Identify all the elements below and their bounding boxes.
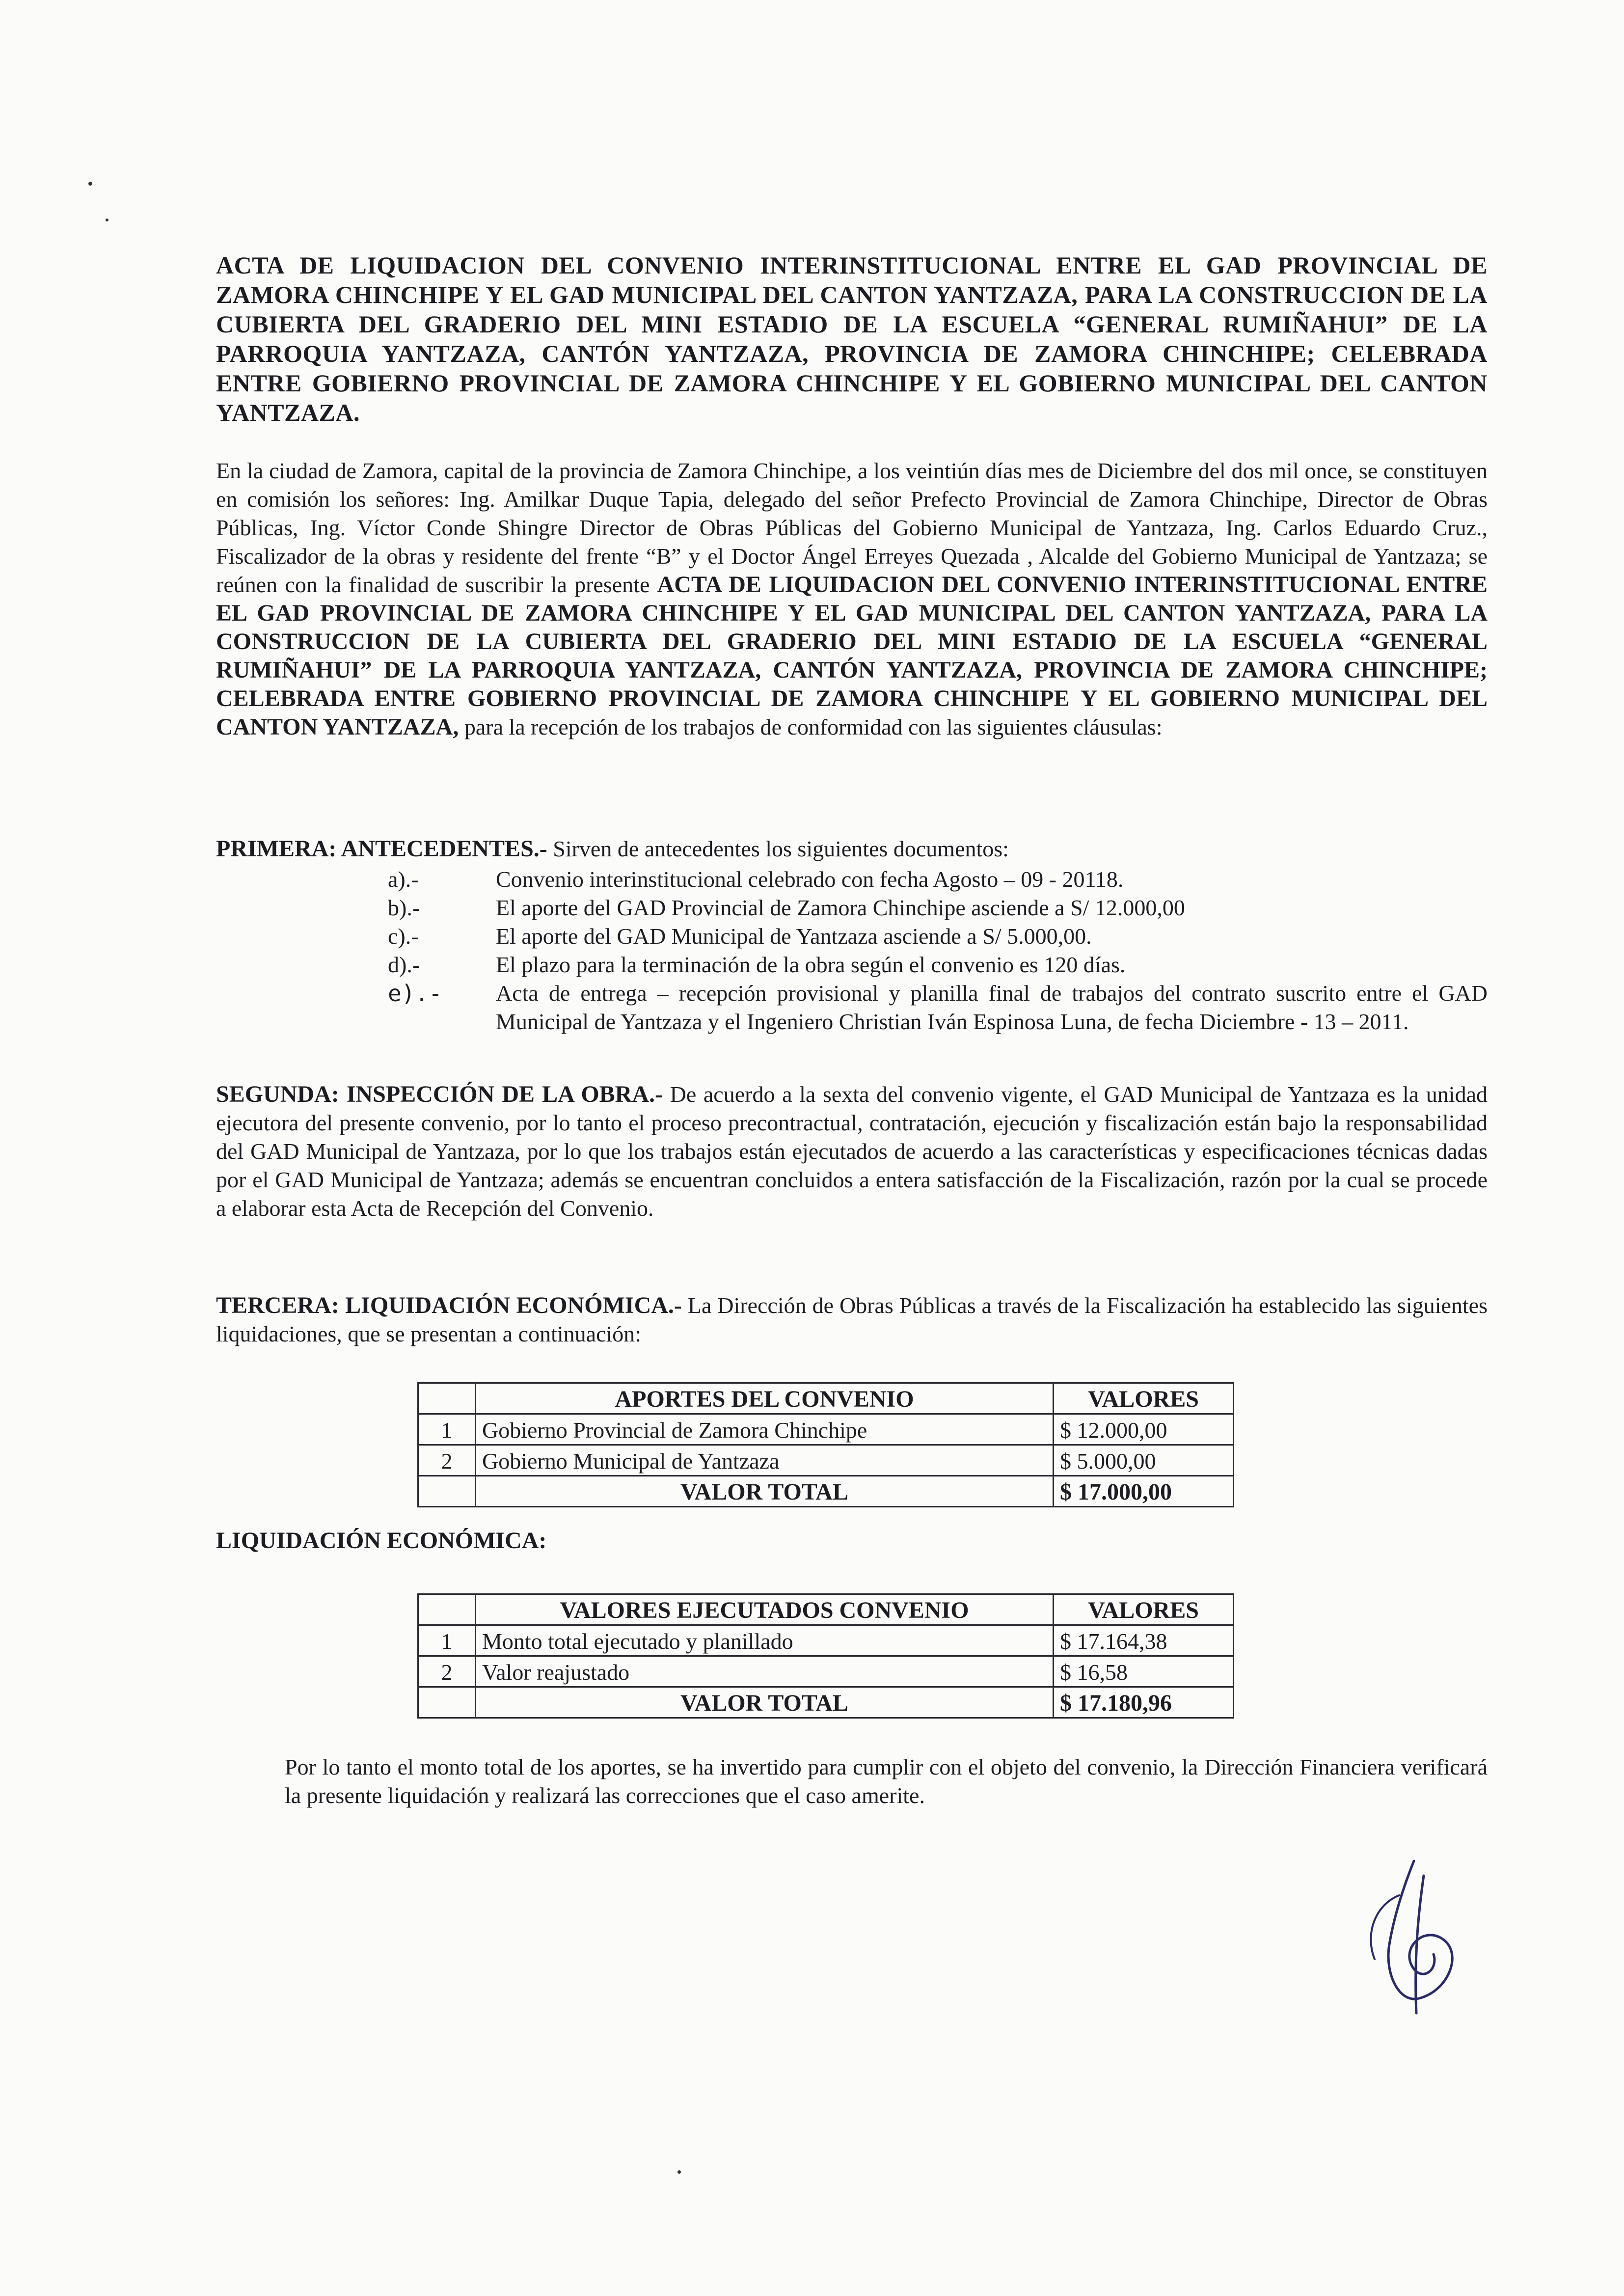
row-number: 1: [418, 1625, 476, 1656]
aportes-table: [417, 1382, 1234, 1507]
table-header: APORTES DEL CONVENIO: [476, 1383, 1054, 1414]
row-value: $ 5.000,00: [1054, 1445, 1234, 1476]
table-row: [418, 1625, 1234, 1656]
row-description: Gobierno Municipal de Yantzaza: [476, 1445, 1054, 1476]
list-item: [388, 979, 1488, 1036]
list-marker: c).-: [388, 924, 419, 949]
liquidacion-heading: LIQUIDACIÓN ECONÓMICA:: [216, 1528, 547, 1554]
clause-text: Sirven de antecedentes los siguientes documentos:: [553, 836, 1009, 861]
table-row: [418, 1445, 1234, 1476]
clause-heading: TERCERA: LIQUIDACIÓN ECONÓMICA.-: [216, 1292, 682, 1318]
table-row: [418, 1414, 1234, 1445]
list-item: [388, 951, 1488, 979]
scan-speck: [88, 182, 92, 186]
list-text: El aporte del GAD Provincial de Zamora Chinchipe asciende a S/ 12.000,00: [496, 895, 1185, 920]
scan-speck: [106, 219, 108, 221]
intro-text-end: para la recepción de los trabajos de conformidad con las siguientes cláusulas:: [464, 714, 1163, 739]
clause-text: De acuerdo a la sexta del convenio vigente, el GAD Municipal de Yantzaza es la unidad ejecutora del presente convenio, por lo tanto el proceso precontractual, contratación, ejecución y fiscalización están bajo la responsabilidad del GAD Municipal de Yantzaza, por lo que los trabajos están ejecutados de acuerdo a las características y especificaciones técnicas dadas por el GAD Municipal de Yantzaza; además se encuentran concluidos a entera satisfacción de la Fiscalización, razón por la cual se procede a elaborar esta Acta de Recepción del Convenio.: [216, 1082, 1488, 1221]
row-value: $ 12.000,00: [1054, 1414, 1234, 1445]
table-header: VALORES EJECUTADOS CONVENIO: [476, 1594, 1054, 1625]
table-header-row: [418, 1383, 1234, 1414]
scan-speck: [677, 2170, 681, 2174]
row-number: 2: [418, 1656, 476, 1687]
table-cell: [418, 1687, 476, 1718]
clause-text: La Dirección de Obras Públicas a través de la Fiscalización ha establecido las siguientes liquidaciones, que se presentan a continuación:: [216, 1293, 1488, 1346]
table-row: [418, 1656, 1234, 1687]
list-text: Convenio interinstitucional celebrado con fecha Agosto – 09 - 20118.: [496, 867, 1124, 892]
list-item: [388, 922, 1488, 951]
list-item: [388, 865, 1488, 894]
list-item: [388, 894, 1488, 922]
intro-paragraph: [216, 457, 1488, 741]
table-cell: [418, 1476, 476, 1507]
total-label: VALOR TOTAL: [476, 1687, 1054, 1718]
table-header: VALORES: [1054, 1594, 1234, 1625]
table-header-row: [418, 1594, 1234, 1625]
clause-segunda: [216, 1080, 1488, 1223]
list-marker: d).-: [388, 952, 420, 977]
row-description: Gobierno Provincial de Zamora Chinchipe: [476, 1414, 1054, 1445]
table-cell: [418, 1594, 476, 1625]
table-header: VALORES: [1054, 1383, 1234, 1414]
clause-primera: [216, 835, 1488, 863]
list-marker: b).-: [388, 895, 420, 920]
document-title: ACTA DE LIQUIDACION DEL CONVENIO INTERINSTITUCIONAL ENTRE EL GAD PROVINCIAL DE ZAMORA CHINCHIPE Y EL GAD MUNICIPAL DEL CANTON YANTZAZA, PARA LA CONSTRUCCION DE LA CUBIERTA DEL GRADERIO DEL MINI ESTADIO DE LA ESCUELA “GENERAL RUMIÑAHUI” DE LA PARROQUIA YANTZAZA, CANTÓN YANTZAZA, PROVINCIA DE ZAMORA CHINCHIPE; CELEBRADA ENTRE GOBIERNO PROVINCIAL DE ZAMORA CHINCHIPE Y EL GOBIERNO MUNICIPAL DEL CANTON YANTZAZA.: [216, 251, 1488, 426]
closing-paragraph: Por lo tanto el monto total de los aportes, se ha invertido para cumplir con el objeto del convenio, la Dirección Financiera verificará la presente liquidación y realizará las correcciones que el caso amerite.: [285, 1754, 1488, 1808]
row-number: 2: [418, 1445, 476, 1476]
list-text: Acta de entrega – recepción provisional y planilla final de trabajos del contrato suscrito entre el GAD Municipal de Yantzaza y el Ingeniero Christian Iván Espinosa Luna, de fecha Diciembre - 13 – 2011.: [496, 981, 1488, 1034]
total-label: VALOR TOTAL: [476, 1476, 1054, 1507]
table-total-row: [418, 1687, 1234, 1718]
antecedentes-list: [388, 865, 1488, 1036]
clause-heading: PRIMERA: ANTECEDENTES.-: [216, 836, 547, 862]
table-cell: [418, 1383, 476, 1414]
row-number: 1: [418, 1414, 476, 1445]
clause-heading: SEGUNDA: INSPECCIÓN DE LA OBRA.-: [216, 1081, 663, 1107]
list-text: El aporte del GAD Municipal de Yantzaza asciende a S/ 5.000,00.: [496, 924, 1092, 949]
row-description: Monto total ejecutado y planillado: [476, 1625, 1054, 1656]
row-value: $ 16,58: [1054, 1656, 1234, 1687]
table-total-row: [418, 1476, 1234, 1507]
row-description: Valor reajustado: [476, 1656, 1054, 1687]
clause-tercera: [216, 1291, 1488, 1348]
total-value: $ 17.000,00: [1054, 1476, 1234, 1507]
intro-text: En la ciudad de Zamora, capital de la provincia de Zamora Chinchipe, a los veintiún días mes de Diciembre del dos mil once, se constituyen en comisión los señores: Ing. Amilkar Duque Tapia, delegado del señor Prefecto Provincial de Zamora Chinchipe, Director de Obras Públicas, Ing. Víctor Conde Shingre Director de Obras Públicas del Gobierno Municipal de Yantzaza, Ing. Carlos Eduardo Cruz., Fiscalizador de la obras y residente del frente “B” y el Doctor Ángel Erreyes Quezada , Alcalde del Gobierno Municipal de Yantzaza; se reúnen con la finalidad de suscribir la presente: [216, 458, 1488, 597]
valores-ejecutados-table: [417, 1593, 1234, 1719]
list-text: El plazo para la terminación de la obra según el convenio es 120 días.: [496, 952, 1126, 977]
row-value: $ 17.164,38: [1054, 1625, 1234, 1656]
total-value: $ 17.180,96: [1054, 1687, 1234, 1718]
list-marker: e).-: [388, 980, 442, 1007]
list-marker: a).-: [388, 867, 419, 892]
intro-bold-title: ACTA DE LIQUIDACION DEL CONVENIO INTERINSTITUCIONAL ENTRE EL GAD PROVINCIAL DE ZAMORA CHINCHIPE Y EL GAD MUNICIPAL DEL CANTON YANTZAZA, PARA LA CONSTRUCCION DE LA CUBIERTA DEL GRADERIO DEL MINI ESTADIO DE LA ESCUELA “GENERAL RUMIÑAHUI” DE LA PARROQUIA YANTZAZA, CANTÓN YANTZAZA, PROVINCIA DE ZAMORA CHINCHIPE; CELEBRADA ENTRE GOBIERNO PROVINCIAL DE ZAMORA CHINCHIPE Y EL GOBIERNO MUNICIPAL DEL CANTON YANTZAZA,: [216, 572, 1488, 740]
signature: [1355, 1856, 1473, 2018]
